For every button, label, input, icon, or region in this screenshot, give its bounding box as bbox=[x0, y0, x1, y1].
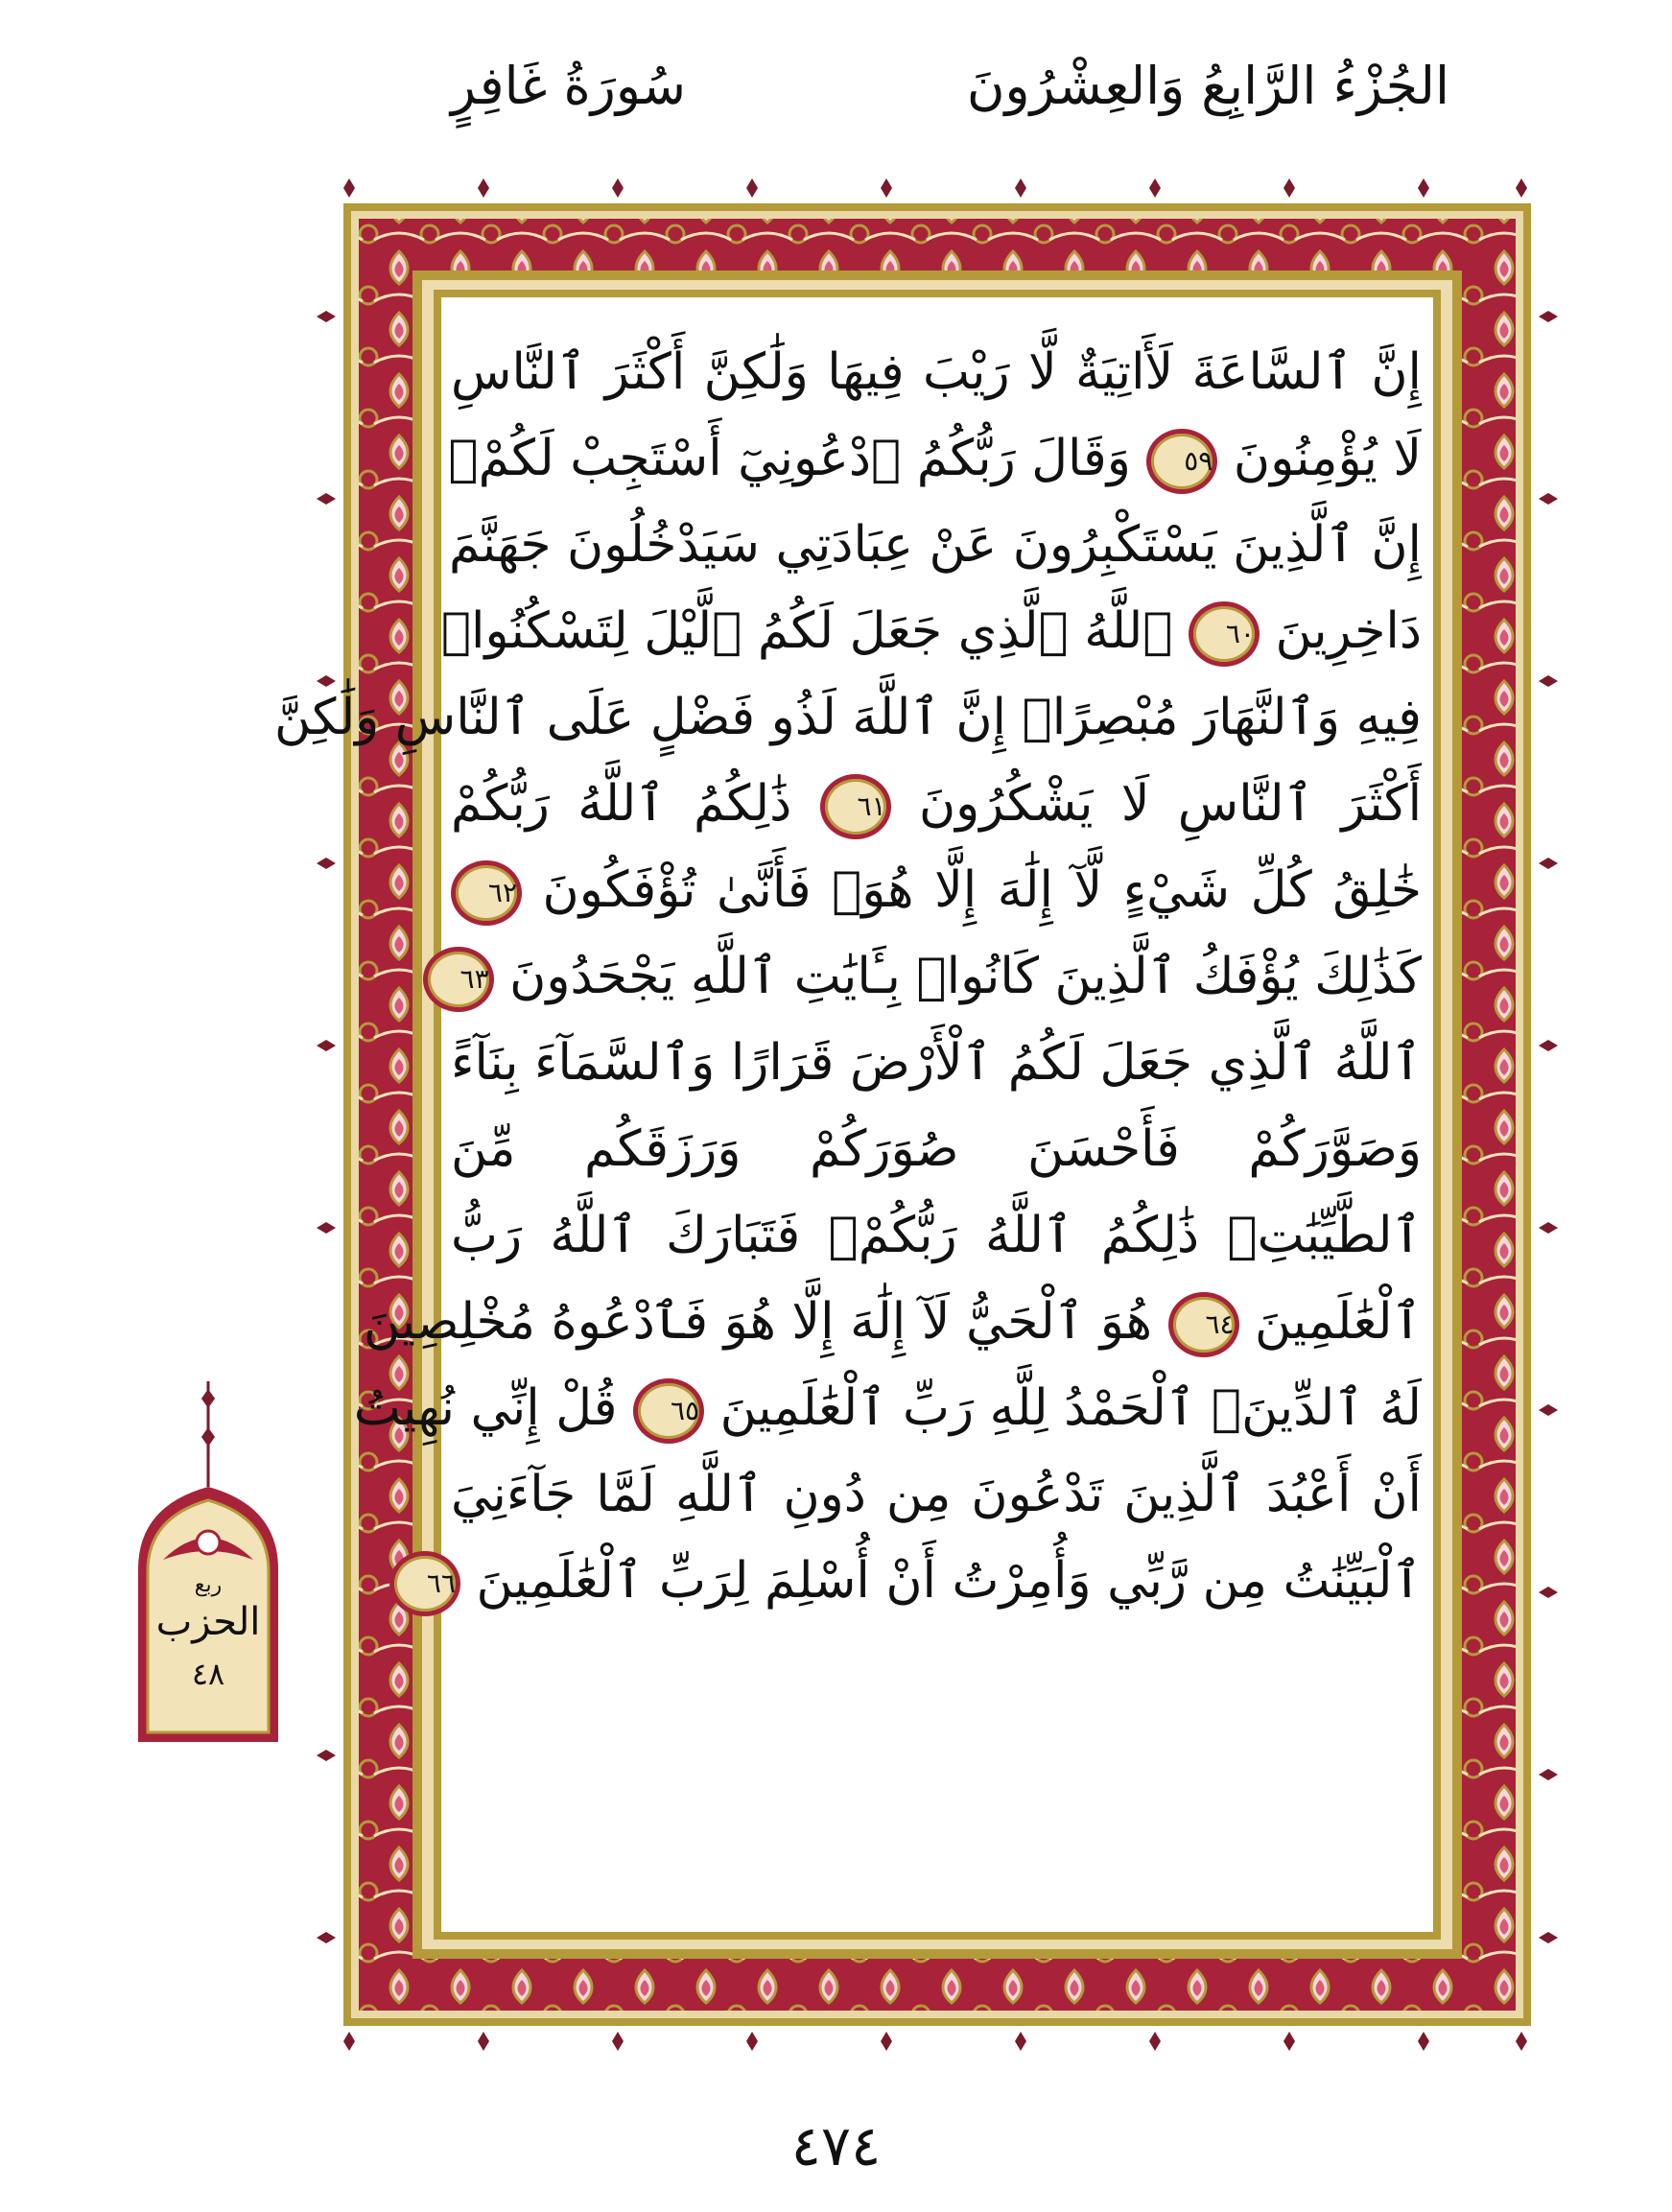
verse-line bbox=[451, 1189, 1422, 1282]
verse-text-continued: قُلْ إِنِّي نُهِيتُ bbox=[353, 1379, 618, 1437]
verse-text: أَنْ أَعْبُدَ ٱلَّذِينَ تَدْعُونَ مِن دُونِ ٱللَّهِ لَمَّا جَآءَنِيَ bbox=[451, 1466, 1422, 1523]
verse-text-continued: ٱللَّهُ ٱلَّذِي جَعَلَ لَكُمُ ٱلَّيْلَ لِتَسْكُنُوا۟ bbox=[440, 602, 1173, 660]
verse-text: إِنَّ ٱلسَّاعَةَ لَأَاتِيَةٌ لَّا رَيْبَ فِيهَا وَلَٰكِنَّ أَكْثَرَ ٱلنَّاسِ bbox=[451, 343, 1422, 401]
ayah-number-marker: ٦١ bbox=[820, 774, 891, 839]
verse-text-continued: هُوَ ٱلْحَيُّ لَآ إِلَٰهَ إِلَّا هُوَ فَٱدْعُوهُ مُخْلِصِينَ bbox=[363, 1293, 1152, 1351]
verse-text: دَاخِرِينَ bbox=[1275, 602, 1422, 660]
verse-line bbox=[451, 1017, 1422, 1109]
verse-text: أَكْثَرَ ٱلنَّاسِ لَا يَشْكُرُونَ bbox=[918, 775, 1423, 833]
verse-text: لَهُ ٱلدِّينَۗ ٱلْحَمْدُ لِلَّهِ رَبِّ ٱلْعَٰلَمِينَ bbox=[719, 1379, 1422, 1437]
verse-line bbox=[451, 930, 1422, 1023]
verse-line bbox=[451, 499, 1422, 591]
verse-text-continued: وَقَالَ رَبُّكُمُ ٱدْعُونِيٓ أَسْتَجِبْ لَكُمْۚ bbox=[448, 430, 1131, 487]
verse-text-panel bbox=[274, 305, 1423, 1616]
hizb-number: ٤٨ bbox=[191, 1656, 225, 1692]
ayah-number-marker: ٦٣ bbox=[423, 947, 494, 1012]
hizb-badge bbox=[134, 1381, 282, 1746]
verse-line bbox=[451, 758, 1422, 850]
verse-line bbox=[451, 844, 1422, 936]
ayah-number-marker: ٦٢ bbox=[451, 860, 522, 926]
verse-text: كَذَٰلِكَ يُؤْفَكُ ٱلَّذِينَ كَانُوا۟ بِـَٔايَٰتِ ٱللَّهِ يَجْحَدُونَ bbox=[509, 948, 1422, 1005]
verse-text: ٱلطَّيِّبَٰتِۚ ذَٰلِكُمُ ٱللَّهُ رَبُّكُمْۖ فَتَبَارَكَ ٱللَّهُ رَبُّ bbox=[451, 1207, 1422, 1264]
verse-text: فِيهِ وَٱلنَّهَارَ مُبْصِرًاۚ إِنَّ ٱللَّهَ لَذُو فَضْلٍ عَلَى ٱلنَّاسِ وَلَٰكِنَّ bbox=[274, 689, 1422, 746]
ayah-number-marker: ٦٥ bbox=[633, 1378, 704, 1444]
ayah-number-marker: ٥٩ bbox=[1146, 429, 1217, 494]
verse-text: لَا يُؤْمِنُونَ bbox=[1233, 430, 1422, 487]
ayah-number-marker: ٦٤ bbox=[1168, 1292, 1239, 1357]
verse-text: وَصَوَّرَكُمْ فَأَحْسَنَ صُوَرَكُمْ وَرَزَقَكُم مِّنَ bbox=[451, 1120, 1422, 1178]
verse-line bbox=[448, 412, 1422, 505]
verse-line bbox=[451, 1448, 1422, 1541]
verse-line bbox=[451, 1103, 1422, 1195]
hizb-label: الحزب bbox=[155, 1600, 261, 1644]
verse-line bbox=[353, 1362, 1422, 1454]
verse-text: ٱللَّهُ ٱلَّذِي جَعَلَ لَكُمُ ٱلْأَرْضَ قَرَارًا وَٱلسَّمَآءَ بِنَآءً bbox=[451, 1034, 1422, 1092]
surah-title: سُورَةُ غَافِرٍ bbox=[451, 56, 686, 116]
verse-line bbox=[363, 1276, 1422, 1368]
juz-title: الجُزْءُ الرَّابِعُ وَالعِشْرُونَ bbox=[966, 56, 1449, 116]
verse-text: إِنَّ ٱلَّذِينَ يَسْتَكْبِرُونَ عَنْ عِبَادَتِي سَيَدْخُلُونَ جَهَنَّمَ bbox=[449, 516, 1422, 574]
hizb-quarter-label: ربع bbox=[194, 1573, 223, 1597]
verse-line bbox=[451, 326, 1422, 418]
verse-text: ٱلْبَيِّنَٰتُ مِن رَّبِّي وَأُمِرْتُ أَنْ أُسْلِمَ لِرَبِّ ٱلْعَٰلَمِينَ bbox=[476, 1552, 1422, 1610]
ayah-number-marker: ٦٠ bbox=[1189, 601, 1260, 667]
verse-line bbox=[440, 585, 1422, 677]
verse-text-continued: ذَٰلِكُمُ ٱللَّهُ رَبُّكُمْ bbox=[451, 775, 792, 833]
verse-line bbox=[274, 671, 1422, 764]
ayah-number-marker: ٦٦ bbox=[389, 1551, 460, 1616]
page-number: ٤٧٤ bbox=[790, 2113, 882, 2178]
verse-text: ٱلْعَٰلَمِينَ bbox=[1255, 1293, 1422, 1351]
verse-line bbox=[426, 1535, 1422, 1627]
verse-text: خَٰلِقُ كُلِّ شَيْءٍ لَّآ إِلَٰهَ إِلَّا هُوَۖ فَأَنَّىٰ تُؤْفَكُونَ bbox=[542, 861, 1423, 919]
